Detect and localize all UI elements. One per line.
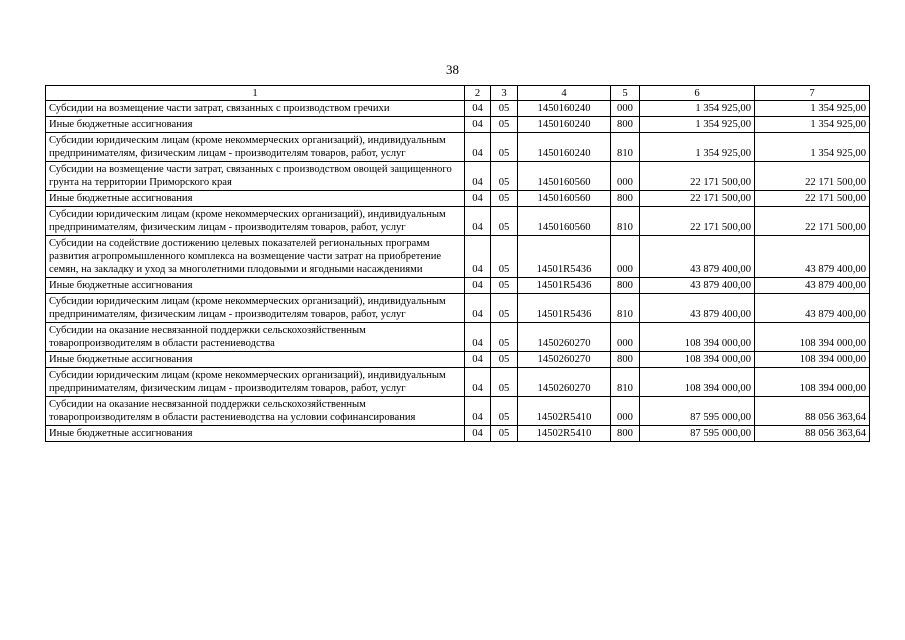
table-row: [46, 133, 870, 162]
row-name: Субсидии на возмещение части затрат, связанных с производством овощей защищенного грунта на территории Приморского края: [46, 162, 465, 191]
table-row: [46, 368, 870, 397]
row-expense-type-code: 000: [611, 323, 640, 352]
row-section-code: 04: [465, 207, 491, 236]
row-section-code: 04: [465, 352, 491, 368]
column-header: 4: [518, 86, 611, 101]
row-amount-col7: 1 354 925,00: [755, 117, 870, 133]
row-target-article-code: 14502R5410: [518, 397, 611, 426]
column-header: 2: [465, 86, 491, 101]
row-name: Иные бюджетные ассигнования: [46, 278, 465, 294]
row-section-code: 04: [465, 294, 491, 323]
row-name: Субсидии на оказание несвязанной поддержки сельскохозяйственным товаропроизводителям в области растениеводства на условии софинансирования: [46, 397, 465, 426]
table-row: [46, 278, 870, 294]
row-expense-type-code: 800: [611, 426, 640, 442]
row-amount-col6: 108 394 000,00: [640, 368, 755, 397]
row-target-article-code: 1450260270: [518, 368, 611, 397]
row-amount-col7: 22 171 500,00: [755, 162, 870, 191]
row-section-code: 04: [465, 191, 491, 207]
row-section-code: 04: [465, 117, 491, 133]
row-amount-col6: 43 879 400,00: [640, 294, 755, 323]
row-name: Иные бюджетные ассигнования: [46, 117, 465, 133]
row-expense-type-code: 810: [611, 368, 640, 397]
page-number: 38: [446, 62, 459, 77]
row-expense-type-code: 800: [611, 117, 640, 133]
row-amount-col6: 87 595 000,00: [640, 397, 755, 426]
row-amount-col7: 1 354 925,00: [755, 133, 870, 162]
row-amount-col7: 108 394 000,00: [755, 368, 870, 397]
row-amount-col7: 88 056 363,64: [755, 397, 870, 426]
row-section-code: 04: [465, 368, 491, 397]
row-expense-type-code: 810: [611, 207, 640, 236]
column-header: 5: [611, 86, 640, 101]
row-target-article-code: 1450160240: [518, 117, 611, 133]
row-amount-col7: 22 171 500,00: [755, 207, 870, 236]
row-amount-col6: 1 354 925,00: [640, 101, 755, 117]
row-subsection-code: 05: [491, 323, 518, 352]
row-section-code: 04: [465, 397, 491, 426]
row-target-article-code: 1450260270: [518, 323, 611, 352]
row-expense-type-code: 000: [611, 162, 640, 191]
row-target-article-code: 14501R5436: [518, 278, 611, 294]
table-row: [46, 117, 870, 133]
row-expense-type-code: 800: [611, 278, 640, 294]
row-subsection-code: 05: [491, 294, 518, 323]
row-amount-col6: 43 879 400,00: [640, 236, 755, 278]
row-subsection-code: 05: [491, 368, 518, 397]
row-amount-col6: 43 879 400,00: [640, 278, 755, 294]
row-name: Субсидии юридическим лицам (кроме некоммерческих организаций), индивидуальным предпринимателям, физическим лицам - производителям товаров, работ, услуг: [46, 207, 465, 236]
row-name: Иные бюджетные ассигнования: [46, 352, 465, 368]
row-name: Субсидии на возмещение части затрат, связанных с производством гречихи: [46, 101, 465, 117]
row-subsection-code: 05: [491, 133, 518, 162]
table-row: [46, 323, 870, 352]
row-target-article-code: 14501R5436: [518, 236, 611, 278]
row-expense-type-code: 800: [611, 191, 640, 207]
row-amount-col7: 1 354 925,00: [755, 101, 870, 117]
row-amount-col7: 88 056 363,64: [755, 426, 870, 442]
table-row: [46, 236, 870, 278]
row-expense-type-code: 810: [611, 133, 640, 162]
row-expense-type-code: 000: [611, 236, 640, 278]
row-name: Иные бюджетные ассигнования: [46, 426, 465, 442]
table-row: [46, 207, 870, 236]
row-name: Субсидии юридическим лицам (кроме некоммерческих организаций), индивидуальным предпринимателям, физическим лицам - производителям товаров, работ, услуг: [46, 133, 465, 162]
row-amount-col6: 22 171 500,00: [640, 207, 755, 236]
row-name: Субсидии на оказание несвязанной поддержки сельскохозяйственным товаропроизводителям в области растениеводства: [46, 323, 465, 352]
table-row: [46, 397, 870, 426]
row-section-code: 04: [465, 101, 491, 117]
row-target-article-code: 1450160240: [518, 133, 611, 162]
table-row: [46, 426, 870, 442]
row-section-code: 04: [465, 278, 491, 294]
row-subsection-code: 05: [491, 397, 518, 426]
row-subsection-code: 05: [491, 191, 518, 207]
row-target-article-code: 14501R5436: [518, 294, 611, 323]
row-name: Субсидии юридическим лицам (кроме некоммерческих организаций), индивидуальным предпринимателям, физическим лицам - производителям товаров, работ, услуг: [46, 368, 465, 397]
table-row: [46, 162, 870, 191]
column-header: 7: [755, 86, 870, 101]
row-expense-type-code: 000: [611, 101, 640, 117]
row-amount-col6: 22 171 500,00: [640, 191, 755, 207]
row-amount-col7: 108 394 000,00: [755, 323, 870, 352]
row-section-code: 04: [465, 162, 491, 191]
row-amount-col6: 1 354 925,00: [640, 133, 755, 162]
row-amount-col6: 22 171 500,00: [640, 162, 755, 191]
row-section-code: 04: [465, 133, 491, 162]
table-row: [46, 294, 870, 323]
row-amount-col6: 108 394 000,00: [640, 352, 755, 368]
row-amount-col7: 108 394 000,00: [755, 352, 870, 368]
row-expense-type-code: 000: [611, 397, 640, 426]
column-header: 3: [491, 86, 518, 101]
row-amount-col7: 43 879 400,00: [755, 278, 870, 294]
header-row: [46, 86, 870, 101]
row-name: Субсидии юридическим лицам (кроме некоммерческих организаций), индивидуальным предпринимателям, физическим лицам - производителям товаров, работ, услуг: [46, 294, 465, 323]
row-subsection-code: 05: [491, 278, 518, 294]
budget-table: [45, 85, 870, 442]
table-row: [46, 101, 870, 117]
row-target-article-code: 1450160560: [518, 191, 611, 207]
column-header: 1: [46, 86, 465, 101]
row-subsection-code: 05: [491, 236, 518, 278]
row-amount-col7: 43 879 400,00: [755, 236, 870, 278]
row-amount-col7: 43 879 400,00: [755, 294, 870, 323]
row-subsection-code: 05: [491, 207, 518, 236]
row-target-article-code: 1450160240: [518, 101, 611, 117]
row-amount-col7: 22 171 500,00: [755, 191, 870, 207]
row-target-article-code: 1450260270: [518, 352, 611, 368]
row-subsection-code: 05: [491, 426, 518, 442]
row-subsection-code: 05: [491, 117, 518, 133]
row-expense-type-code: 810: [611, 294, 640, 323]
row-subsection-code: 05: [491, 101, 518, 117]
table-row: [46, 352, 870, 368]
row-subsection-code: 05: [491, 352, 518, 368]
row-name: Иные бюджетные ассигнования: [46, 191, 465, 207]
row-expense-type-code: 800: [611, 352, 640, 368]
row-name: Субсидии на содействие достижению целевых показателей региональных программ развития агропромышленного комплекса на возмещение части затрат на приобретение семян, на закладку и уход за многолетними плодовыми и ягодными насаждениями: [46, 236, 465, 278]
row-amount-col6: 87 595 000,00: [640, 426, 755, 442]
row-target-article-code: 1450160560: [518, 207, 611, 236]
row-amount-col6: 1 354 925,00: [640, 117, 755, 133]
row-target-article-code: 1450160560: [518, 162, 611, 191]
row-section-code: 04: [465, 426, 491, 442]
row-amount-col6: 108 394 000,00: [640, 323, 755, 352]
row-section-code: 04: [465, 323, 491, 352]
row-subsection-code: 05: [491, 162, 518, 191]
column-header: 6: [640, 86, 755, 101]
table-row: [46, 191, 870, 207]
row-target-article-code: 14502R5410: [518, 426, 611, 442]
row-section-code: 04: [465, 236, 491, 278]
